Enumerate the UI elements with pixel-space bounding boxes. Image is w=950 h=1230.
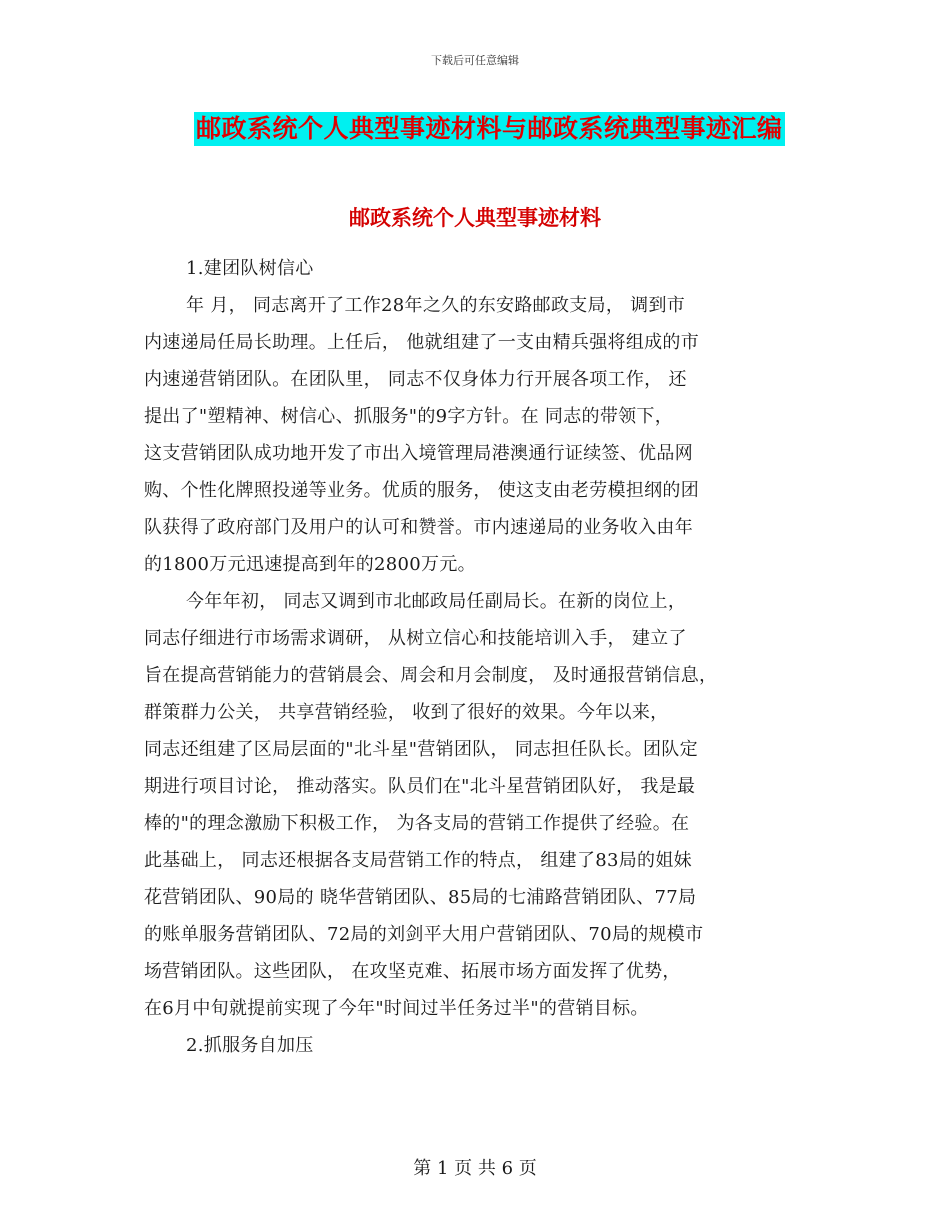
paragraph-line: 今年年初， 同志又调到市北邮政局任副局长。在新的岗位上， — [186, 591, 687, 612]
document-body — [144, 250, 824, 1064]
paragraph-line: 同志仔细进行市场需求调研， 从树立信心和技能培训入手， 建立了 — [144, 628, 687, 649]
paragraph-line: 在6月中旬就提前实现了今年"时间过半任务过半"的营销目标。 — [144, 998, 649, 1019]
paragraph-line: 购、个性化牌照投递等业务。优质的服务， 使这支由老劳模担纲的团 — [144, 480, 700, 501]
paragraph-line: 花营销团队、90局的 晓华营销团队、85局的七浦路营销团队、77局 — [144, 887, 697, 908]
paragraph-line: 旨在提高营销能力的营销晨会、周会和月会制度， 及时通报营销信息， — [144, 665, 718, 686]
paragraph-line: 这支营销团队成功地开发了市出入境管理局港澳通行证续签、优品网 — [144, 443, 693, 464]
paragraph-line: 此基础上， 同志还根据各支局营销工作的特点， 组建了83局的姐妹 — [144, 850, 692, 871]
paragraph-line: 群策群力公关， 共享营销经验， 收到了很好的效果。今年以来， — [144, 702, 669, 723]
header-note: 下载后可任意编辑 — [431, 54, 519, 67]
paragraph-line: 场营销团队。这些团队， 在攻坚克难、拓展市场方面发挥了优势， — [144, 961, 681, 982]
paragraph-line: 1.建团队树信心 — [186, 258, 314, 279]
paragraph-line: 年 月， 同志离开了工作28年之久的东安路邮政支局， 调到市 — [186, 295, 686, 316]
paragraph-line: 的1800万元迅速提高到年的2800万元。 — [144, 554, 476, 575]
paragraph-line: 同志还组建了区局层面的"北斗星"营销团队， 同志担任队长。团队定 — [144, 739, 698, 760]
paragraph-line: 队获得了政府部门及用户的认可和赞誉。市内速递局的业务收入由年 — [144, 517, 693, 538]
paragraph-line: 内速递局任局长助理。上任后， 他就组建了一支由精兵强将组成的市 — [144, 332, 700, 353]
paragraph-line: 期进行项目讨论， 推动落实。队员们在"北斗星营销团队好， 我是最 — [144, 776, 696, 797]
paragraph-line: 的账单服务营销团队、72局的刘剑平大用户营销团队、70局的规模市 — [144, 924, 704, 945]
sub-title: 邮政系统个人典型事迹材料 — [349, 205, 601, 230]
page-footer: 第 1 页 共 6 页 — [413, 1158, 537, 1179]
paragraph-line: 内速递营销团队。在团队里， 同志不仅身体力行开展各项工作， 还 — [144, 369, 687, 390]
paragraph-line: 提出了"塑精神、树信心、抓服务"的9字方针。在 同志的带领下， — [144, 406, 674, 427]
paragraph-line: 棒的"的理念激励下积极工作， 为各支局的营销工作提供了经验。在 — [144, 813, 690, 834]
paragraph-line: 2.抓服务自加压 — [186, 1035, 314, 1056]
main-title: 邮政系统个人典型事迹材料与邮政系统典型事迹汇编 — [194, 112, 785, 146]
